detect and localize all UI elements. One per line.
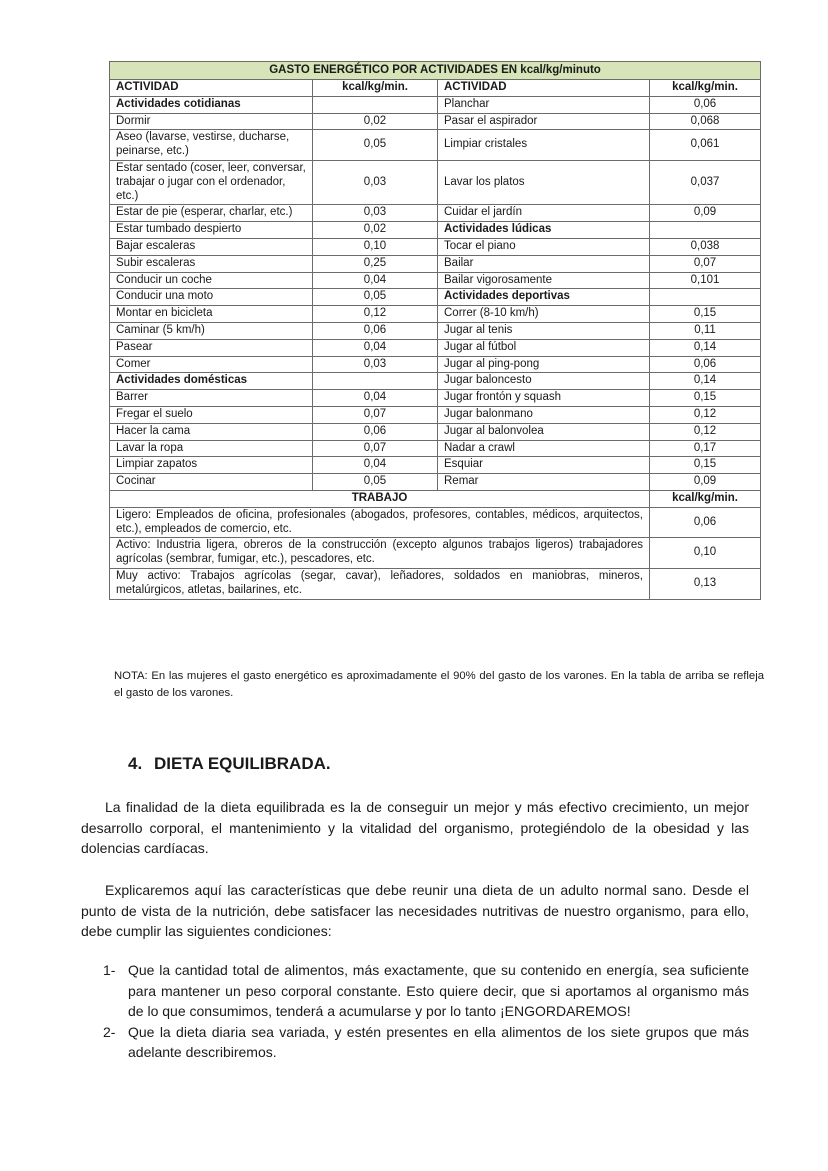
activity-value: 0,15 (650, 390, 761, 407)
table-row (110, 160, 761, 204)
activity-name: Estar sentado (coser, leer, conversar, trabajar o jugar con el ordenador, etc.) (110, 160, 313, 204)
activity-value (313, 373, 438, 390)
activity-value: 0,15 (650, 306, 761, 323)
activity-name: Bailar vigorosamente (438, 272, 650, 289)
table-note: NOTA: En las mujeres el gasto energético es aproximadamente el 90% del gasto de los varones. En la tabla de arriba se refleja el gasto de los varones. (114, 670, 764, 699)
activity-value: 0,09 (650, 474, 761, 491)
activity-name: Limpiar zapatos (110, 457, 313, 474)
section-title-text: DIETA EQUILIBRADA. (154, 754, 331, 773)
activity-value: 0,06 (650, 356, 761, 373)
activity-value: 0,101 (650, 272, 761, 289)
table-row (110, 289, 761, 306)
activity-name: Conducir un coche (110, 272, 313, 289)
activity-name: Bajar escaleras (110, 238, 313, 255)
work-description: Muy activo: Trabajos agrícolas (segar, cavar), leñadores, soldados en maniobras, mineros, metalúrgicos, atletas, bailarines, etc. (110, 568, 650, 599)
activity-name: Aseo (lavarse, vestirse, ducharse, peinarse, etc.) (110, 130, 313, 161)
table-row (110, 406, 761, 423)
header-unit-right: kcal/kg/min. (650, 80, 761, 97)
table-row (110, 222, 761, 239)
activity-value: 0,05 (313, 130, 438, 161)
section-title (128, 754, 331, 774)
category-label: Actividades deportivas (438, 289, 650, 306)
activity-value: 0,12 (313, 306, 438, 323)
activity-name: Barrer (110, 390, 313, 407)
work-description: Activo: Industria ligera, obreros de la construcción (excepto algunos trabajos ligeros) trabajadores agrícolas (sembrar, fumigar, etc.), pescadores, etc. (110, 538, 650, 569)
activity-name: Hacer la cama (110, 423, 313, 440)
list-item-number: 2- (103, 1023, 116, 1040)
activity-name: Lavar la ropa (110, 440, 313, 457)
activity-value: 0,07 (650, 255, 761, 272)
activity-value: 0,038 (650, 238, 761, 255)
section-number: 4. (128, 754, 143, 773)
activity-value: 0,05 (313, 289, 438, 306)
activity-value: 0,09 (650, 205, 761, 222)
table-row (110, 373, 761, 390)
activity-name: Jugar al balonvolea (438, 423, 650, 440)
activity-name: Planchar (438, 96, 650, 113)
activity-name: Fregar el suelo (110, 406, 313, 423)
activity-name: Pasar el aspirador (438, 113, 650, 130)
activity-value: 0,07 (313, 406, 438, 423)
table-row (110, 474, 761, 491)
activity-value: 0,12 (650, 423, 761, 440)
category-label: Actividades lúdicas (438, 222, 650, 239)
paragraph-purpose: La finalidad de la dieta equilibrada es la de conseguir un mejor y más efectivo crecimiento, un mejor desarrollo corporal, el mantenimiento y la vitalidad del organismo, protegiéndolo de la obesidad y las dolencias cardíacas. (81, 799, 749, 856)
activity-value: 0,10 (313, 238, 438, 255)
trabajo-row (110, 538, 761, 569)
work-value: 0,06 (650, 507, 761, 538)
activity-value: 0,07 (313, 440, 438, 457)
conditions-list (81, 960, 749, 1063)
list-item-number: 1- (103, 962, 116, 978)
activity-value (650, 289, 761, 306)
header-activity-left: ACTIVIDAD (110, 80, 313, 97)
activity-name: Comer (110, 356, 313, 373)
paragraph-characteristics: Explicaremos aquí las características que debe reunir una dieta de un adulto normal sano. Desde el punto de vista de la nutrición, debe satisfacer las necesidades nutritivas de nuestro organismo, para ello, debe cumplir las siguientes condiciones: (81, 882, 749, 939)
activity-value: 0,06 (313, 322, 438, 339)
activity-value: 0,061 (650, 130, 761, 161)
activity-name: Jugar frontón y squash (438, 390, 650, 407)
activity-value: 0,03 (313, 205, 438, 222)
activity-value: 0,02 (313, 113, 438, 130)
activity-name: Jugar baloncesto (438, 373, 650, 390)
work-value: 0,13 (650, 568, 761, 599)
activity-name: Jugar al ping-pong (438, 356, 650, 373)
trabajo-header-row (110, 490, 761, 507)
table-row (110, 440, 761, 457)
table-row (110, 238, 761, 255)
activity-name: Estar de pie (esperar, charlar, etc.) (110, 205, 313, 222)
table-row (110, 322, 761, 339)
work-description: Ligero: Empleados de oficina, profesionales (abogados, profesores, contables, médicos, arquitectos, etc.), empleados de comercio, etc. (110, 507, 650, 538)
activity-name: Bailar (438, 255, 650, 272)
table-row (110, 96, 761, 113)
activity-value: 0,14 (650, 339, 761, 356)
category-label: Actividades domésticas (110, 373, 313, 390)
list-item (81, 1022, 749, 1063)
table-row (110, 205, 761, 222)
activity-value: 0,17 (650, 440, 761, 457)
table-row (110, 356, 761, 373)
activity-value: 0,04 (313, 390, 438, 407)
activity-name: Dormir (110, 113, 313, 130)
table-row (110, 130, 761, 161)
energy-expenditure-table (109, 61, 761, 600)
activity-name: Jugar balonmano (438, 406, 650, 423)
trabajo-row (110, 568, 761, 599)
table-header-row (110, 80, 761, 97)
activity-value (313, 96, 438, 113)
activity-value: 0,11 (650, 322, 761, 339)
trabajo-header: TRABAJO (110, 490, 650, 507)
table-title-row (110, 62, 761, 80)
activity-value: 0,068 (650, 113, 761, 130)
header-activity-right: ACTIVIDAD (438, 80, 650, 97)
table-title: GASTO ENERGÉTICO POR ACTIVIDADES EN kcal/kg/minuto (110, 62, 761, 80)
activity-value: 0,14 (650, 373, 761, 390)
activity-value: 0,04 (313, 457, 438, 474)
activity-value: 0,04 (313, 272, 438, 289)
table-row (110, 113, 761, 130)
list-item-text: Que la dieta diaria sea variada, y estén presentes en ella alimentos de los siete grupos que más adelante describiremos. (128, 1023, 749, 1060)
header-unit-left: kcal/kg/min. (313, 80, 438, 97)
activity-name: Subir escaleras (110, 255, 313, 272)
table-row (110, 390, 761, 407)
list-item (81, 960, 749, 1022)
activity-name: Tocar el piano (438, 238, 650, 255)
work-value: 0,10 (650, 538, 761, 569)
activity-name: Jugar al tenis (438, 322, 650, 339)
trabajo-row (110, 507, 761, 538)
activity-value (650, 222, 761, 239)
activity-name: Estar tumbado despierto (110, 222, 313, 239)
activity-value: 0,02 (313, 222, 438, 239)
activity-name: Pasear (110, 339, 313, 356)
activity-name: Correr (8-10 km/h) (438, 306, 650, 323)
table-row (110, 457, 761, 474)
table-row (110, 255, 761, 272)
activity-name: Montar en bicicleta (110, 306, 313, 323)
list-item-text: Que la cantidad total de alimentos, más exactamente, que su contenido en energía, sea suficiente para mantener un peso corporal constante. Esto quiere decir, que si aportamos al organismo más de lo que consumimos, tenderá a acumularse y por lo tanto ¡ENGORDAREMOS! (128, 962, 749, 1019)
activity-value: 0,12 (650, 406, 761, 423)
activity-name: Nadar a crawl (438, 440, 650, 457)
activity-name: Cuidar el jardín (438, 205, 650, 222)
activity-value: 0,15 (650, 457, 761, 474)
activity-value: 0,05 (313, 474, 438, 491)
activity-value: 0,06 (313, 423, 438, 440)
table-row (110, 339, 761, 356)
activity-name: Lavar los platos (438, 160, 650, 204)
category-label: Actividades cotidianas (110, 96, 313, 113)
activity-value: 0,03 (313, 356, 438, 373)
activity-value: 0,25 (313, 255, 438, 272)
activity-name: Cocinar (110, 474, 313, 491)
activity-value: 0,06 (650, 96, 761, 113)
table-row (110, 423, 761, 440)
activity-name: Caminar (5 km/h) (110, 322, 313, 339)
trabajo-unit-header: kcal/kg/min. (650, 490, 761, 507)
activity-name: Conducir una moto (110, 289, 313, 306)
activity-name: Jugar al fútbol (438, 339, 650, 356)
activity-value: 0,04 (313, 339, 438, 356)
activity-name: Remar (438, 474, 650, 491)
activity-value: 0,037 (650, 160, 761, 204)
activity-name: Limpiar cristales (438, 130, 650, 161)
activity-name: Esquiar (438, 457, 650, 474)
table-row (110, 306, 761, 323)
activity-value: 0,03 (313, 160, 438, 204)
table-row (110, 272, 761, 289)
